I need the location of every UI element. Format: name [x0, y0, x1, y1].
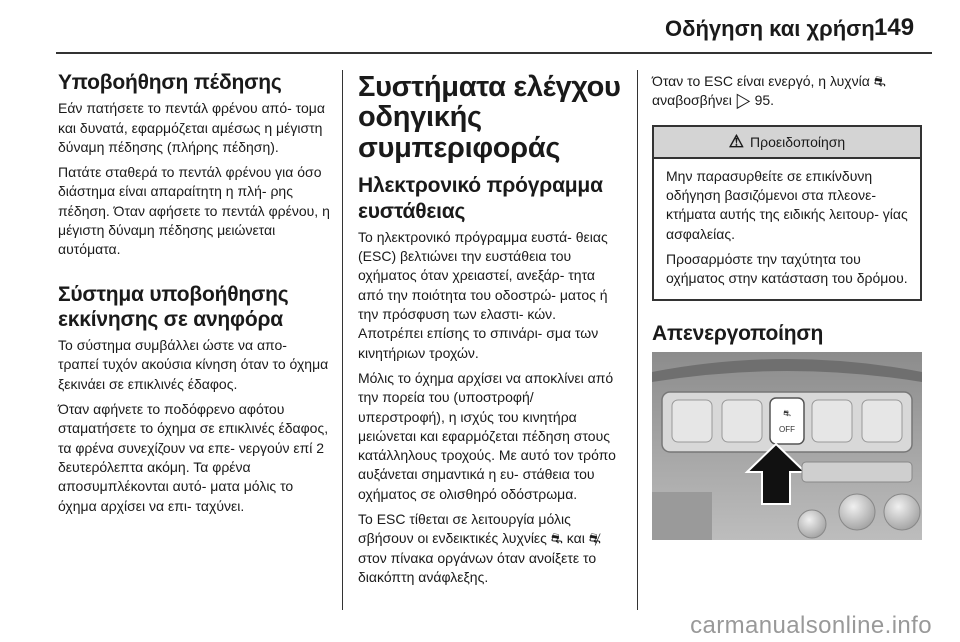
section-heading: Ηλεκτρονικό πρόγραμμα ευστάθειας: [358, 174, 603, 223]
paragraph: Το ESC τίθεται σε λειτουργία μόλις σβήσουν οι ενδεικτικές λυχνίες ⛐ και ⛐̸ στον πίνακα οργάνων όταν ανοίξετε το διακόπτη ανάφλεξης.: [358, 511, 601, 585]
paragraph: Όταν αφήνετε το ποδόφρενο αφότου σταματήσετε το όχημα σε επικλινές έδαφος, τα φρένα συνεχίζουν να επε- νεργούν επί 2 δευτερόλεπτα ακόμη. Τα φρένα αποσυμπλέκονται αυτό- ματα μόλις το όχημα αρχίσει να επι- ταχύνει.: [58, 401, 329, 514]
paragraph: Μόλις το όχημα αρχίσει να αποκλίνει από την πορεία του (υποστροφή/ υπερστροφή), η ισχύς του κινητήρα μειώνεται και εφαρμόζεται πέδηση στους κατάλληλους τροχούς. Με αυτό τον τρόπο αυξάνεται σημαντικά η ευ- στάθεια του οχήματος σε ολισθηρό οδόστρωμα.: [358, 369, 616, 502]
paragraph: Μην παρασυρθείτε σε επικίνδυνη οδήγηση βασιζόμενοι στα πλεονε- κτήματα αυτής της ειδικής λειτουρ- γίας ασφαλείας.: [666, 167, 908, 242]
paragraph: Προσαρμόστε την ταχύτητα του οχήματος στην κατάσταση του δρόμου.: [666, 250, 908, 287]
esc-off-button: [770, 398, 804, 444]
warning-title: Προειδοποίηση: [750, 133, 846, 150]
page-header: [0, 0, 960, 52]
column-divider: [342, 70, 343, 610]
chapter-heading: Συστήματα ελέγχου οδηγικής συμπεριφοράς: [358, 71, 621, 164]
section-heading: Απενεργοποίηση: [652, 321, 824, 345]
paragraph: Όταν το ESC είναι ενεργό, η λυχνία ⛐ αναβοσβήνει ▷ 95.: [652, 73, 886, 109]
section-heading: Υποβοήθηση πέδησης: [58, 71, 282, 94]
warning-box: [652, 125, 922, 301]
svg-text:⛐: ⛐: [783, 408, 791, 419]
column-1: [58, 64, 330, 522]
column-3: [652, 72, 922, 540]
header-rule: [56, 52, 932, 54]
warning-body: [654, 159, 920, 299]
paragraph: Εάν πατήσετε το πεντάλ φρένου από- τομα και δυνατά, εφαρμόζεται αμέσως η μέγιστη δύναμη πέδησης (πλήρης πέδηση).: [58, 100, 325, 155]
watermark: carmanualsonline.info: [690, 612, 932, 639]
page-number: 149: [874, 14, 915, 41]
column-divider: [637, 70, 638, 610]
running-title: Οδήγηση και χρήση: [665, 16, 875, 41]
paragraph: Πατάτε σταθερά το πεντάλ φρένου για όσο διάστημα είναι απαραίτητη η πλή- ρης πέδηση. Όταν αφήσετε το πεντάλ φρένου, η μέγιστη δύναμη πέδησης μειώνεται αυτόματα.: [58, 164, 330, 258]
paragraph: Το ηλεκτρονικό πρόγραμμα ευστά- θειας (ESC) βελτιώνει την ευστάθεια του οχήματος όταν χρειαστεί, ανεξάρ- τητα από την ποιότητα του οδοστρώ- ματος ή την πρόσφυση των ελαστι- κών. Αποτρέπει επίσης το σπινάρι- σμα των κινητήριων τροχών.: [358, 228, 608, 361]
section-heading: Σύστημα υποβοήθησης εκκίνησης σε ανηφόρα: [58, 282, 289, 331]
warning-header: [654, 127, 920, 159]
paragraph: Το σύστημα συμβάλλει ώστε να απο- τραπεί τυχόν ακούσια κίνηση όταν το όχημα ξεκινάει σε επικλινές έδαφος.: [58, 337, 329, 392]
warning-triangle-icon: ⚠: [728, 131, 745, 151]
off-label: OFF: [779, 424, 795, 434]
column-2: [358, 64, 624, 593]
dashboard-photo: [652, 352, 922, 540]
